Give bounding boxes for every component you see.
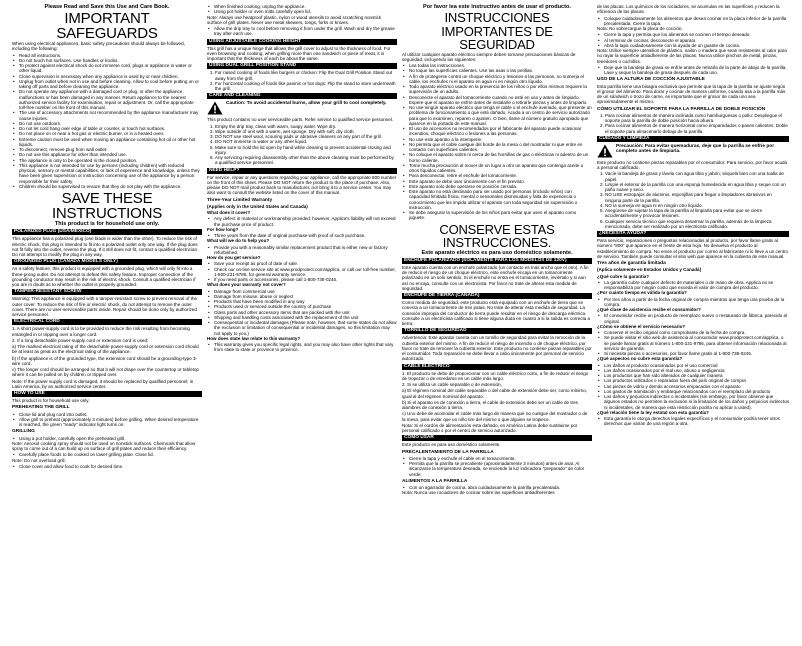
adjustable-height-heading: USING ADJUSTABLE COOKING HEIGHT (207, 39, 397, 45)
warranty-heading: Three-Year Limited Warranty (207, 197, 273, 203)
grounded-plug-text: As a safety feature, this product is equipped with a grounded plug, which will only fit into a three-prong outlet. Do not attempt to defeat this safety feature. Improper connection of the grounding conductor may result in the risk of electric shock. Consult a qualified electrician if you are in doubt as to whether the outlet is properly grounded. (12, 266, 196, 288)
bandeja-list (597, 65, 789, 76)
list-item: • Glass parts and other accessory items that are packed with the unit (214, 310, 397, 315)
care-list (207, 124, 397, 166)
grilling-note-spray: Note: Aerosol cooking spray should not be used on nonstick surfaces. Chemicals that allow spray to come out of a can build up on surface of grill plates and reduce their efficiency. (12, 440, 196, 452)
list-item: • Save your receipt as proof of date of sale. (214, 261, 397, 266)
ayuda-text: Para servicio, reparaciones o preguntas relacionadas al producto, por favor llame gratis al número "800" que aparece en el frente de esta hoja. No devuelva el producto al establecimiento de compra. No envíe el producto por correo al fabricante ni lo lleve a un centro de servicio. También puede consultar el sitio web que aparece en la cubierta de este manual. (597, 238, 789, 259)
warranty-q3: What will we do to help you? (207, 238, 270, 244)
list-item: c) The longer cord should be arranged so that it will not drape over the countertop or tabletop where it can be pulled on by children or tripped over. (12, 367, 199, 378)
how-to-use-heading: HOW TO USE (12, 391, 202, 397)
garantia-q3: ¿Qué clase de asistencia recibe el consumidor? (597, 307, 701, 312)
warranty-a4 (207, 261, 397, 282)
list-item: b) If the appliance is of the grounded type, the extension cord should be a grounding-type 3-wire cord. (12, 355, 198, 366)
utensilios-note: Nota: Utilice siempre utensilios de plástico, nailon o madera que sean resistentes al calor para no rayar la superficie antiadherente de las placas. Nunca utilice pinchos de metal, pinzas, tenedores o cuchillos. (597, 48, 787, 64)
list-item: 2. Para cocinar alimentos de manera horizontal como emparedados o panes calientes: Doble el soporte para almacenarlo debajo de la parrilla. (605, 123, 789, 134)
list-item: • Do not operate any appliance with a damaged cord or plug, or after the appliance malfunctions or has been damaged in any manner. Return appliance to the nearest authorized service facility for examination, repair or adjustment. Or, call the appropriate toll-free number on the front of this manual. (19, 89, 202, 110)
safeguards-title: IMPORTANT SAFEGUARDS (56, 10, 158, 43)
dual-stand-heading: USING DUAL GRILL POSITION STAND (207, 63, 397, 69)
care-caution-box (207, 101, 397, 115)
list-item: • Close supervision is necessary when any appliance is used by or near children. (19, 74, 202, 79)
drip-tray-list (207, 26, 397, 37)
list-item: 2. Limpie el exterior de la parrilla con una esponja humedecida en agua tibia y seque con un paño suave y seco. (605, 182, 789, 193)
list-item: • Allow grill to preheat (approximately 3 minutes) before grilling. When desired temperature is reached, the green "ready" indicator light turns on. (19, 417, 202, 428)
warranty-a5 (207, 289, 397, 336)
list-item: • No use ningún aparato eléctrico que tenga el cable o el enchufe averiado, que presente un problema de funcionamiento o que esté dañado. Acuda a un centro de servicio autorizado para que lo examinen, reparen o ajusten. O bien, llame al número gratuito apropiado que aparece en la portada de este manual. (409, 105, 592, 126)
list-item: • Consequential or incidental damages (Please note, however, that some states do not allow the exclusion or limitation of consequential or incidental damages, so this limitation may not apply to you.) (214, 320, 397, 336)
care-intro: This product contains no user serviceable parts. Refer service to qualified service personnel. (207, 117, 394, 123)
list-item: 6. Any servicing requiring disassembly other than the above cleaning must be performed by a qualified service personnel. (215, 155, 397, 166)
grilling-note-overload: Note: Do not overload grill. (12, 457, 66, 463)
cable-note: Nota: Si el cordón de alimentación esta dañado, en América Latina debe sustituirse por personal calificado o por el centro de servicio autorizado. (402, 422, 578, 434)
warning-triangle-icon (597, 144, 613, 158)
list-item: • To protect against electrical shock do not immerse cord, plugs or appliance in water or other liquid. (19, 63, 202, 74)
list-item: • Products used or serviced outside the country of purchase (214, 304, 397, 309)
list-item: • Read all instructions. (19, 53, 202, 58)
list-item: • Los productos utilizados o reparados fuera del país original de compra (604, 378, 789, 383)
list-item: • Do not let cord hang over edge of table or counter, or touch hot surfaces. (19, 126, 202, 131)
tornillo-text: Advertencia: Este aparato cuenta con un tornillo de seguridad para evitar la remoción de la cubierta exterior del mismo. A fin de reducir el riesgo de incendio o de choque eléctrico, por favor no trate de remover la cubierta exterior. Este producto no contiene piezas reparables por el consumidor. Toda reparación se debe llevar a cabo únicamente por personal de servicio autorizado. (402, 335, 592, 362)
list-item: • Los gastos de tramitación y embarque relacionados con el reemplazo del producto (604, 389, 789, 394)
uso-domestico-note: Este aparato eléctrico es para uso doméstico solamente. (421, 249, 573, 256)
list-item: • Close cover and allow food to cook for desired time. (19, 464, 202, 469)
list-item: • El uso de accesorios no recomendados por el fabricante del aparato puede ocasionar incendios, choque eléctrico o lesiones a las personas. (409, 126, 592, 137)
list-item: • Damage from misuse, abuse or neglect (214, 294, 397, 299)
instrucciones-title: INSTRUCCIONES IMPORTANTES DE SEGURIDAD (441, 10, 553, 53)
read-save-note: Please Read and Save this Use and Care Book. (44, 4, 170, 10)
list-item: • Using a pot holder, carefully open the preheated grill. (19, 436, 202, 441)
list-item: • El consumidor recibe un producto de reemplazo nuevo o restaurado de fábrica, parecido al original. (604, 313, 789, 324)
list-item: • Using pot holder or oven mitts carefully open lid. (214, 9, 397, 14)
garantia-a5 (597, 363, 789, 410)
care-caution-text: Caution: To avoid accidental burns, allow your grill to cool completely. (226, 101, 387, 107)
garantia-a1 (597, 280, 789, 291)
soporte-list (597, 113, 789, 134)
list-item: a) El régimen nominal del cable separable o del cable de extensión debe ser, como mínimo, igual al del régimen nominal del aparato. (402, 388, 588, 399)
warranty-a3 (207, 245, 397, 256)
garantia-q5: ¿Qué aspectos no cubre esta garantía? (597, 356, 683, 362)
list-item: 2. Wipe outside of unit with a warm, wet sponge. Dry with soft, dry cloth. (215, 129, 397, 134)
list-item: • Con un agarrador de cocina, abra cuidadosamente la parrilla precalentada. (409, 485, 592, 490)
list-item: 3. DO NOT use steel wool, scouring pads or abrasive cleaners on any part of the grill. (215, 134, 397, 139)
warning-triangle-icon (207, 101, 223, 115)
como-usar-text: Este producto es para uso doméstico solamente. (402, 442, 501, 448)
dual-stand-list (207, 70, 397, 91)
alimentos-heading: ALIMENTOS A LA PARRILLA (402, 478, 468, 484)
list-item: • Los daños ocasionados por el mal uso, abuso o negligencia (604, 368, 789, 373)
polarized-plug-heading: POLARIZED PLUG (USA/MEXICO) (12, 229, 202, 235)
list-item: • Do not place on or near a hot gas or electric burner, or in a heated oven. (19, 131, 202, 136)
warranty-q5: What does your warranty not cover? (207, 282, 286, 288)
how-to-use-text: This product is for household use only. (12, 398, 90, 404)
list-item: • Check our on-line service site at www.prodprotect.com/applica, or call our toll-free number, 1-800-231-9786, for general warranty service. (214, 267, 397, 278)
grilling-list-3 (12, 464, 202, 469)
garantia-q4: ¿Cómo se obtiene el servicio necesario? (597, 323, 686, 329)
list-item: b) Si el aparato es de conexión a tierra, el cable de extensión debe ser un cable de tres alambres de conexión a tierra. (402, 399, 578, 411)
cuidado-caution-box (597, 144, 789, 158)
list-item: • Se puede visitar el sitio web de asistencia al consumidor www.prodprotect.com/applica, o se puede llamar gratis al número 1-800-231-9786, para obtener información relacionada al servicio de garantía. (604, 335, 789, 351)
list-item: • Children should be supervised to ensure that they do not play with the appliance. (19, 184, 202, 189)
list-item: 6. Cualquier servicio técnico que requiera desarmar la parrilla, además de la limpieza mencionada, debe ser realizado por un electricista calificado. (605, 219, 789, 230)
care-cleaning-heading: CARE AND CLEANING (207, 93, 397, 99)
list-item: • Al terminar de cocinar, desconecte el aparato. (604, 38, 789, 43)
list-item: • Provide you with a reasonably similar replacement product that is either new or factory refurbished. (214, 245, 397, 256)
list-item: • When finished cooking, unplug the appliance. (214, 4, 397, 9)
list-item: • Cierre la tapa y enchufe el cable en el tomacorriente. (409, 456, 592, 461)
alimentos-list (402, 485, 592, 490)
english-column-2 (207, 4, 397, 644)
list-item: • Por tres años a partir de la fecha original de compra mientras que tenga una prueba de la compra. (604, 297, 789, 308)
list-item: 1. Para cocinar alimentos de manera inclinada como hamburguesas o pollo: Despliegue el soporte para la parrilla de doble posición hacia afuera. (605, 113, 789, 124)
warranty-q1: What does it cover? (207, 210, 251, 215)
list-item: • Permita que la parrilla se precaliente (aproximadamente 3 minutos) antes de asar. Al alcanzarse la temperatura deseada, se enciende la luz indicadora "preparado" de color verde. (409, 461, 592, 477)
list-item: 1. For raised cooking of foods like burgers or chicken: Flip the Dual Grill Position Stand out away from the grill. (215, 70, 397, 81)
spanish-column-1 (402, 4, 592, 644)
list-item: • Shipping and handling costs associated with the replacement of the unit (214, 315, 397, 320)
need-help-heading: NEED HELP? (207, 168, 397, 174)
warranty-q4: How do you get service? (207, 255, 261, 260)
list-item: • Los daños y perjuicios indirectos o incidentales (sin embargo, por favor observe que algunos estados no permiten la exclusión ni la limitación de los daños y perjuicios indirectos ni incidentales, de manera que esta restricción podría no aplicar a usted). (604, 394, 789, 410)
list-item: 1. A short power-supply cord is to be provided to reduce the risk resulting from becoming entangled in or tripping over a longer cord. (12, 326, 190, 337)
list-item: • This appliance is not intended for use by persons (including children) with reduced physical, sensory or mental capabilities, or lack of experience and knowledge, unless they have been given supervision or instruction concerning use of the appliance by a person responsible for their safety. (19, 163, 202, 184)
list-item: 4. NO la sumerja en agua ni en ningún otro líquido. (605, 203, 789, 208)
electrical-cord-heading: ELECTRICAL CORD (12, 319, 202, 325)
cord-note: Note: If the power supply cord is damaged, it should be replaced by qualified personnel; in Latin America, by an authorized service center. (12, 378, 194, 389)
grounded-plug-heading: GROUNDED PLUG (CANADA MODELS ONLY) (12, 259, 202, 265)
list-item: • This warranty gives you specific legal rights, and you may also have other rights that vary from state to state or province to province. (214, 342, 397, 353)
list-item: • Cierre la tapa y permita que los alimentos se cocinen el tiempo deseado. (604, 32, 789, 37)
tamper-screw-heading: TAMPER-RESISTANT SCREW (12, 289, 202, 295)
como-usar-heading: COMO USAR (402, 435, 592, 441)
list-item: • Este aparato no está destinado para ser usado por personas (incluido niños) con capacidad limitada física, mental o sensoriales disminuidas y falta de experiencia o conocimiento que les impida utilizar el aparato con toda seguridad sin supervisión o instrucción. (409, 189, 592, 210)
list-item: • To disconnect, remove plug from wall outlet. (19, 147, 202, 152)
list-item: • Todo aparato eléctrico usado en la presencia de los niños o por ellos mismos requiere la supervisión de un adulto. (409, 84, 592, 95)
list-item: • Damage from commercial use (214, 289, 397, 294)
list-item: 4. DO NOT immerse in water or any other liquid. (215, 139, 397, 144)
grilling-heading: GRILLING (12, 429, 35, 435)
precalentamiento-list (402, 456, 592, 477)
instrucciones-list (402, 63, 592, 221)
list-item: • Products that have been modified in any way (214, 299, 397, 304)
tamper-screw-text: Warning: This appliance is equipped with a tamper-resistant screw to prevent removal of the outer cover. To reduce the risk of fire or electric shock, do not attempt to remove the outer cover. There are no user-serviceable parts inside. Repair should be done only by authorized service personnel. (12, 296, 197, 318)
list-item: • Conserve el recibo original como comprobante de la fecha de compra. (604, 330, 789, 335)
adjustable-height-text: This grill has a unique hinge that allows the grill cover to adjust to the thickness of food. For even browning and cooking, when grilling more than one sandwich or piece of meat, it is important that the thickness of each be about the same. (207, 45, 391, 61)
list-item: • If you need parts or accessories, please call 1-800-738-0245. (214, 277, 397, 282)
sobrecargue-note: Nota: No sobrecargue la placa de cocción. (597, 26, 683, 31)
instrucciones-intro: Al utilizar cualquier aparato eléctrico siempre deben tomarse precauciones básicas de seguridad, incluyendo las siguientes: (402, 51, 576, 62)
cuidado-list (597, 171, 789, 229)
list-item: 2. For horizontal cooking of foods like paninis or hot dogs: Flip the stand to store underneath the grill. (215, 81, 397, 92)
list-item: 1. El producto se debe de proporcionar con un cable eléctrico corto, a fin de reducir el riesgo de tropezar o de enredarse en un cable más largo. (402, 370, 589, 381)
list-item: • Deje que la bandeja de grasa se enfríe antes de retirarla de la parte de abajo de la parrilla. Lave y seque la bandeja de grasa después de cada uso. (604, 65, 789, 76)
preheating-list (12, 412, 202, 428)
list-item: • Para desconectar, retire el enchufe del tomacorriente. (409, 173, 592, 178)
altura-heading: USO DE LA ALTURA DE COCCIÓN AJUSTABLE (597, 77, 705, 83)
list-item: • Este aparato solo debe operarse en posición cerrada. (409, 184, 592, 189)
finish-cooking-list (207, 4, 397, 15)
warranty-q6: How does state law relate to this warranty? (207, 335, 301, 341)
garantia-q2: ¿Por cuánto tiempo es válida la garantía? (597, 290, 687, 296)
cierre-list (597, 32, 789, 48)
safeguards-intro: When using electrical appliances, basic safety precautions should always be followed, including the following: (12, 41, 185, 52)
list-item: • No permita que el cable cuelgue del borde de la mesa o del mostrador ni que entre en contacto con superficies calientes. (409, 142, 592, 153)
list-item: 5. Make sure to hold the lid open by hand while cleaning to prevent accidental closing and injury. (215, 145, 397, 156)
list-item: • Do not use this appliance for other than intended use. (19, 152, 202, 157)
warranty-q2: For how long? (207, 226, 239, 232)
safeguards-list (12, 53, 202, 190)
save-instructions-title: SAVE THESE INSTRUCTIONS (51, 190, 163, 223)
list-item: • Coloque cuidadosamente los alimentos que desea cocinar en la placa inferior de la parrilla precalentada. Cierre la tapa. (604, 16, 789, 27)
altura-text: Esta parrilla tiene una bisagra exclusiva que permite que la tapa de la parrilla se ajuste según el grosor del alimento. Para dorar y cocinar de manera uniforme, cuando asa a la parrilla más de un sándwich o trozo de carne, es importante que el grosor de cada uno sea aproximadamente el mismo. (597, 83, 786, 105)
cuidado-caution-text: Precaución: Para evitar quemaduras, deje que la parrilla se enfríe por completo antes de limpiarla. (616, 143, 775, 155)
enchufe-tierra-text: Como medida de seguridad, este producto está equipado con un enchufe de tierra que se conecta a un tomacorriente de tres patas. No trate de alterar esta medida de seguridad. La conexión impropia del conductor de tierra puede resultar en el riesgo de descarga eléctrica. Consulte a un electricista calificado si tiene alguna duda en cuanto a si la salida es correcta a tierra. (402, 300, 591, 327)
read-before-use-note: Por favor lea este instructivo antes de usar el producto. (423, 4, 571, 10)
grilling-list-2 (12, 452, 202, 457)
list-item: 2. Si se utiliza un cable separable o de extensión, (402, 382, 502, 388)
list-item: • Desconecte el aparato del tomacorriente cuando no esté en uso y antes de limpiarlo. Espere que el aparato se enfríe antes de instalarle o retirarle piezas y antes de limpiarlo. (409, 95, 592, 106)
garantia-a6 (597, 416, 789, 427)
list-item: • Esta garantía le otorga derechos legales específicos y el consumidor podría tener otros derechos que varían de una región a otra. (604, 416, 789, 427)
utensils-note: Note: Always use heatproof plastic, nylon or wood utensils to avoid scratching nonstick surface of grill plates. Never use metal skewers, tongs, forks or knives. (207, 14, 382, 25)
list-item: • Any defect in material or workmanship provided; however, Applica's liability will not exceed the purchase price of product. (214, 216, 397, 227)
warranty-subheading: (Applies only in the United States and Canada) (207, 203, 308, 209)
list-item: • Se debe asegurar la supervisión de los niños para evitar que usen el aparato como juguete. (409, 210, 592, 221)
list-item: • Unplug from outlet when not in use and before cleaning. Allow to cool before putting on or taking off parts and before cleaning the appliance. (19, 79, 202, 90)
list-item: • Los productos que han sido alterados de cualquier manera (604, 373, 789, 378)
list-item: • No toque las superficies calientes. Use las asas o las perillas. (409, 68, 592, 73)
list-item: 3. NO USE estropajos de aluminio, esponjillas para fregar o limpiadores abrasivos en ninguna parte de la parrilla. (605, 192, 789, 203)
garantia-heading: Tres años de garantía limitada (597, 261, 666, 266)
placas-continued: de las placas. Los químicos de los rociadores, se acumulan en las superficies y reducen la eficiencia de las placas. (597, 4, 780, 15)
list-item: • No use este aparato a la intemperie. (409, 137, 592, 142)
list-item: • Los daños al producto ocasionados por el uso comercial (604, 363, 789, 368)
polarized-plug-text: This appliance has a polarized plug (one blade is wider than the other). To reduce the risk of electric shock, this plug is intended to fit into a polarized outlet only one way. If the plug does not fit fully into the outlet, reverse the plug. If it still does not fit, contact a qualified electrician. Do not attempt to modify the plug in any way. (12, 236, 199, 258)
list-item: • Allow the drip tray to cool before removing it from under the grill. Wash and dry the grease tray after each use. (214, 26, 397, 37)
list-item: • Extreme caution must be used when moving an appliance containing hot oil or other hot liquids. (19, 137, 202, 148)
list-item: • Do not use outdoors. (19, 121, 202, 126)
preheating-heading: PREHEATING THE GRILL (12, 405, 70, 411)
grilling-list (12, 436, 202, 441)
conserve-title: CONSERVE ESTAS INSTRUCCIONES. (439, 221, 555, 251)
list-item: c) Uno debe de acomodar el cable más largo de manera que no cuelgue del mostrador o de la mesa, para evitar que un niño tire del mismo o que alguien se tropiece. (402, 411, 588, 422)
list-item: • Tome mucha precaución al mover de un lugar a otro un aparato que contenga aceite u otros líquidos calientes. (409, 163, 592, 174)
enchufe-polarizado-text: Este aparato cuenta con un enchufe polarizado (un contacto es más ancho que el otro). A fin de reducir el riesgo de un choque eléctrico, este enchufe encaja en un tomacorriente polarizado en un solo sentido. Si el enchufe no entra en el tomacorriente, inviértalo y si aun así no encaja, consulte con un electricista. Por favor no trate de alterar esta medida de seguridad. (402, 264, 589, 291)
alimentos-note: Nota: Nunca use rociadores de cocinar sobre las superficies antiadherentes (402, 490, 555, 496)
list-item: • La garantía cubre cualquier defecto de materiales o de mano de obra. Applica no se responsabiliza por ningún costo que exceda el valor de compra del producto. (604, 280, 789, 291)
precalentamiento-heading: PRECALENTAMIENTO DE LA PARRILLA (402, 449, 494, 455)
list-item: • Abra la tapa cuidadosamente con la ayuda de un guante de cocina. (604, 43, 789, 48)
tornillo-heading: TORNILLO DE SEGURIDAD (402, 328, 592, 334)
list-item: a) The marked electrical rating of the detachable power-supply cord or extension cord should be at least as great as the electrical rating of the appliance. (12, 344, 199, 355)
warranty-a2 (207, 233, 397, 238)
enchufe-polarizado-heading: ENCHUFE POLARIZADO (SOLAMENTE PARA LOS MODELOS DE 120V) (402, 258, 592, 264)
garantia-q1: ¿Qué cubre la garantía? (597, 273, 650, 279)
list-item: • A fin de protegerse contra un choque eléctrico y lesiones a las personas, no sumerja el cable, los enchufes ni el aparato en agua ni en ningún otro líquido. (409, 74, 592, 85)
list-item: 1. Empty the drip tray, clean with warm, soapy water. Wipe dry. (215, 124, 397, 129)
garantia-a3 (597, 313, 789, 324)
list-item: 5. Asegúrese de sujetar la tapa de la parrilla al limpiarla para evitar que se cierre accidentalmente y provocar lesiones. (605, 208, 789, 219)
list-item: 2. If a long detachable power-supply cord or extension cord is used: (12, 337, 149, 343)
enchufe-tierra-heading: ENCHUFE DE TIERRA (CANADÁ) (402, 293, 592, 299)
warranty-a6 (207, 342, 397, 353)
list-item: • Si necesita piezas o accesorios, por favor llame gratis al 1-800-738-0245. (604, 351, 789, 356)
list-item: • The appliance is only to be operated in the closed position. (19, 158, 202, 163)
cuidado-heading: CUIDADO Y LIMPIEZA (597, 136, 789, 142)
list-item: • Las piezas de vidrio y demás accesorios empacados con el aparato (604, 384, 789, 389)
cuidado-intro: Este producto no contiene piezas reparables por el consumidor. Para servicio, por favor acuda a personal calificado. (597, 159, 788, 170)
list-item: • No coloque el aparato sobre ni cerca de las hornillas de gas o eléctricas ni adentro de un horno caliente. (409, 152, 592, 163)
list-item: 1. Vacíe la bandeja de grasa y lávela con agua tibia y jabón; séquela bien con una toalla de papel. (605, 171, 789, 182)
list-item: • Do not touch hot surfaces. Use handles or knobs. (19, 58, 202, 63)
ayuda-heading: ¿NECESITA AYUDA? (597, 231, 789, 237)
list-item: • Close lid and plug cord into outlet. (19, 412, 202, 417)
spanish-column-2 (597, 4, 789, 644)
cable-list (402, 371, 592, 422)
list-item: • Three years from the date of original purchase with proof of such purchase. (214, 233, 397, 238)
garantia-q6: ¿Qué relación tiene la ley estatal con esta garantía? (597, 409, 709, 415)
household-note: This product is for household use only. (54, 221, 160, 228)
cable-heading: CABLE ELÉCTRICO (402, 364, 592, 370)
electrical-cord-list (12, 326, 202, 377)
coloque-list (597, 16, 789, 27)
list-item: • Carefully place foods to be cooked on lower grilling plate. Close lid. (19, 452, 202, 457)
garantia-a4 (597, 330, 789, 356)
garantia-a2 (597, 297, 789, 308)
list-item: • The use of accessory attachments not recommended by the appliance manufacturer may cause injuries. (19, 110, 202, 121)
garantia-subheading: (Aplica solamente en Estados Unidos y Canadá) (597, 267, 702, 273)
list-item: • Este aparato se debe usar únicamente con el fin previsto. (409, 179, 592, 184)
soporte-heading: CÓMO UTILIZAR EL SOPORTE PARA LA PARRILLA DE DOBLE POSICIÓN (597, 106, 766, 112)
need-help-text: For service, repair or any questions regarding your appliance, call the appropriate 800 number on the front of this sheet. Please DO NOT return the product to the place of purchase. Also, please DO NOT mail product back to manufacturer, nor bring it to a service center. You may also want to consult the website listed on the cover of this manual. (207, 174, 397, 196)
list-item: • Lea todas las instrucciones. (409, 63, 592, 68)
english-column-1 (12, 4, 202, 644)
warranty-a1 (207, 216, 397, 227)
